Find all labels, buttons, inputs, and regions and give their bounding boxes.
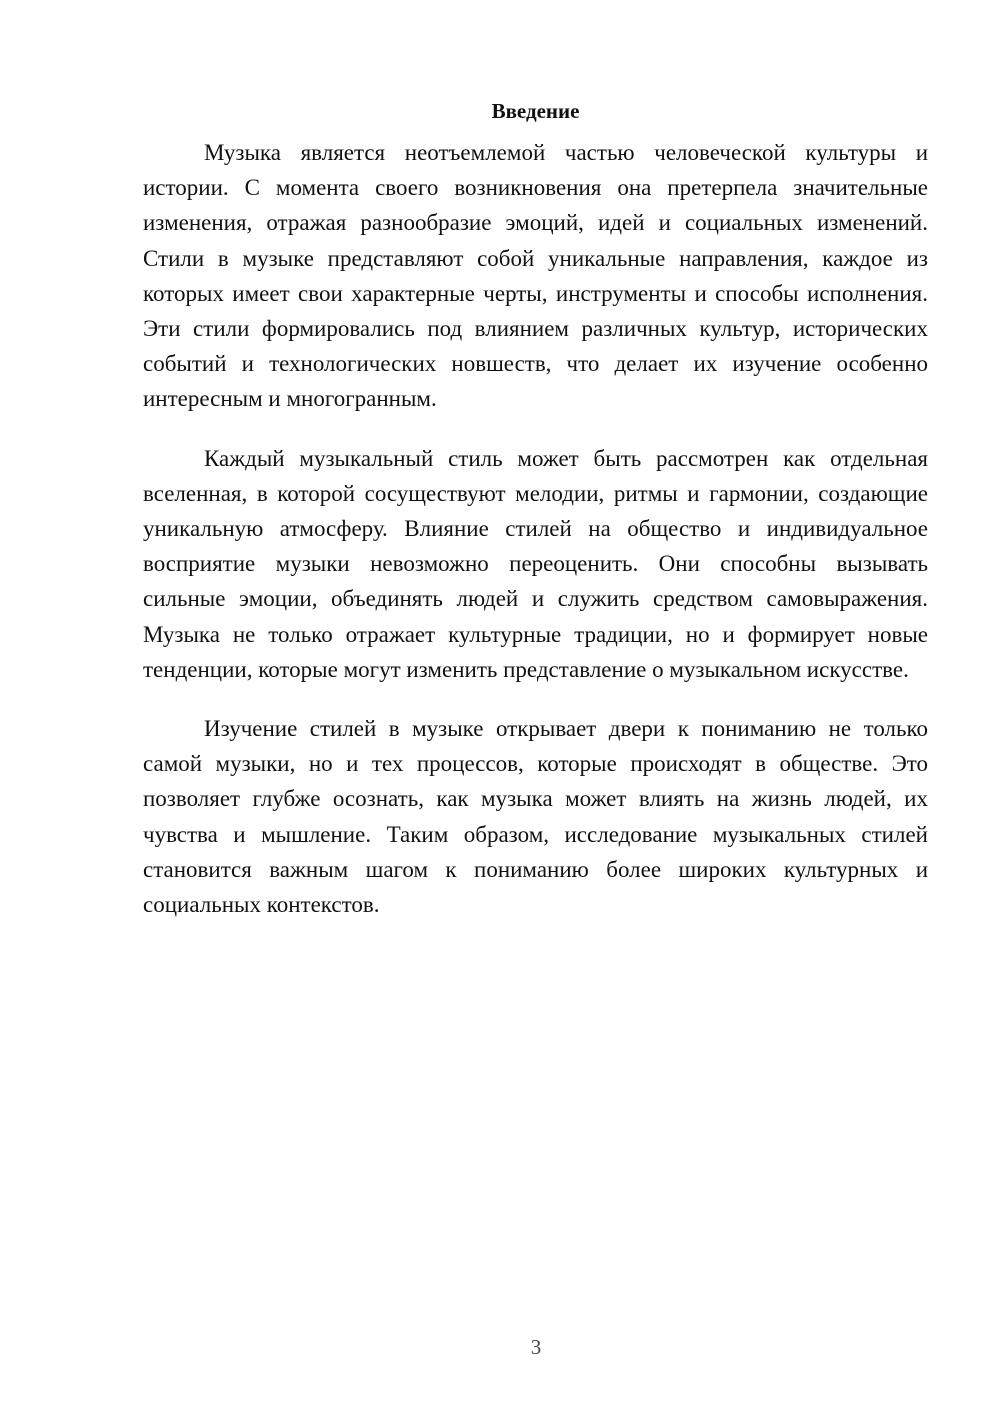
paragraph-3: Изучение стилей в музыке открывает двери к пониманию не только самой музыки, но и тех процессов, которые происходят в обществе. Это позволяет глубже осознать, как музыка может влиять на жизнь людей, их чувства и мышление. Таким образом, исследование музыкальных стилей становится важным шагом к пониманию более широких культурных и социальных контекстов. bbox=[143, 716, 928, 918]
paragraph-2: Каждый музыкальный стиль может быть рассмотрен как отдельная вселенная, в которой сосуществуют мелодии, ритмы и гармонии, создающие уникальную атмосферу. Влияние стилей на общество и индивидуальное восприятие музыки невозможно переоценить. Они способны вызывать сильные эмоции, объединять людей и служить средством самовыражения. Музыка не только отражает культурные традиции, но и формирует новые тенденции, которые могут изменить представление о музыкальном искусстве. bbox=[143, 445, 928, 682]
page-content bbox=[143, 97, 928, 922]
section-title: Введение bbox=[491, 99, 580, 123]
paragraph-1: Музыка является неотъемлемой частью человеческой культуры и истории. С момента своего возникновения она претерпела значительные изменения, отражая разнообразие эмоций, идей и социальных изменений. Стили в музыке представляют собой уникальные направления, каждое из которых имеет свои характерные черты, инструменты и способы исполнения. Эти стили формировались под влиянием различных культур, исторических событий и технологических новшеств, что делает их изучение особенно интересным и многогранным. bbox=[143, 140, 928, 412]
page-number: 3 bbox=[530, 1335, 542, 1359]
